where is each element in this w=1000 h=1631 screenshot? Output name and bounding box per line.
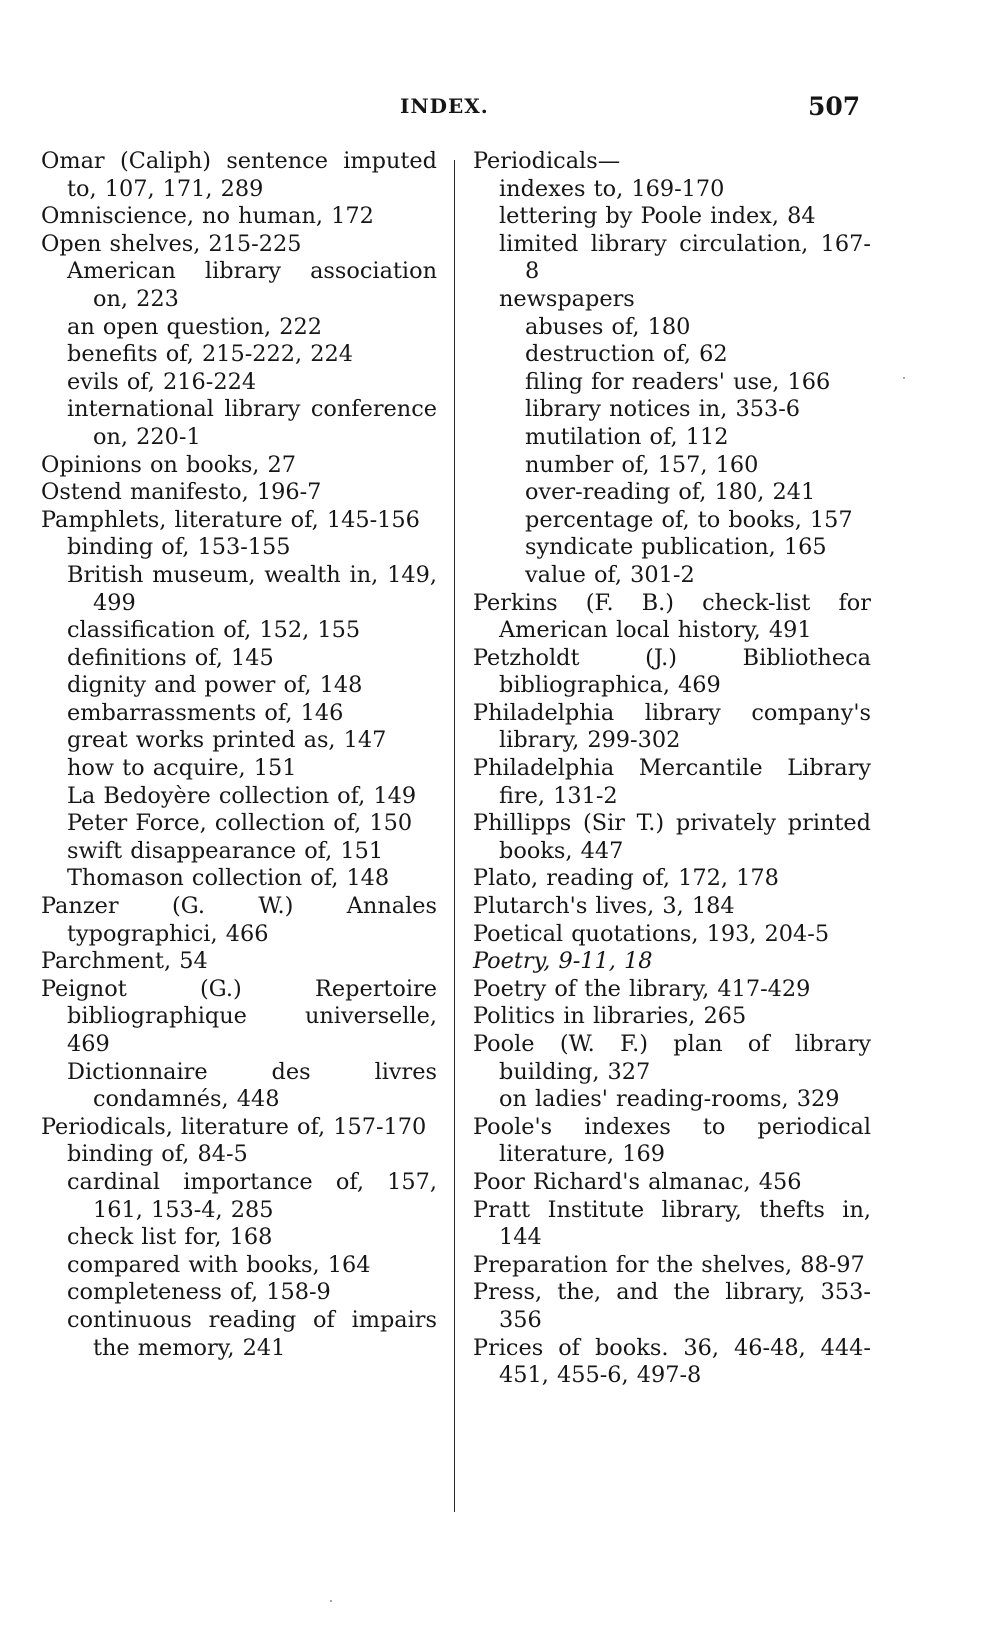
index-subentry: indexes to, 169-170 [499,175,725,202]
index-subentry: percentage of, to books, 157 [525,506,853,533]
index-subentry: swift disappearance of, 151 [67,837,384,864]
index-subentry: international library conference on, 220-1 [67,396,437,450]
index-subentry: Dictionnaire des livres condamnés, 448 [67,1058,437,1113]
index-entry: Philadelphia Mercantile Library fire, 131-2 [473,755,871,809]
index-entry: Panzer (G. W.) Annales typographici, 466 [41,893,437,947]
index-entry: Politics in libraries, 265 [473,1003,747,1030]
index-subentry: Thomason collection of, 148 [67,865,390,892]
index-column-right [473,148,871,1390]
index-entry: Poetical quotations, 193, 204-5 [473,920,830,947]
index-subentry: definitions of, 145 [67,644,274,671]
index-entry: Periodicals— [473,148,621,174]
index-entry: Opinions on books, 27 [41,451,297,478]
index-subentry: an open question, 222 [67,313,323,340]
index-subentry: over-reading of, 180, 241 [525,479,816,506]
index-subentry: embarrassments of, 146 [67,699,344,726]
index-entry: Peignot (G.) Repertoire bibliographique universelle, 469 [41,975,437,1057]
index-entry: Ostend manifesto, 196-7 [41,479,322,506]
index-entry: Poetry, 9-11, 18 [473,948,653,975]
page-number: 507 [808,92,861,121]
index-subentry: binding of, 153-155 [67,534,291,561]
index-entry: Open shelves, 215-225 [41,230,302,257]
index-subentry: value of, 301-2 [525,561,695,588]
index-subentry: completeness of, 158-9 [67,1279,331,1306]
index-subentry: on ladies' reading-rooms, 329 [499,1086,840,1113]
index-entry: Pamphlets, literature of, 145-156 [41,506,420,533]
index-subentry: evils of, 216-224 [67,368,257,395]
index-subentry: dignity and power of, 148 [67,672,363,699]
column-divider [454,160,455,1512]
index-entry: Press, the, and the library, 353-356 [473,1279,871,1333]
index-entry: Plato, reading of, 172, 178 [473,865,779,892]
index-subentry: abuses of, 180 [525,313,691,340]
index-entry: Poole (W. F.) plan of library building, 327 [473,1031,871,1085]
index-subentry: compared with books, 164 [67,1251,371,1278]
index-subentry: syndicate publication, 165 [525,534,827,561]
index-entry: Poor Richard's almanac, 456 [473,1168,802,1195]
index-subentry: check list for, 168 [67,1224,273,1251]
index-entry: Omniscience, no human, 172 [41,203,374,230]
index-entry: Pratt Institute library, thefts in, 144 [473,1196,871,1251]
index-entry: Periodicals, literature of, 157-170 [41,1113,427,1140]
index-subentry: American library association on, 223 [67,258,437,312]
index-subentry: binding of, 84-5 [67,1141,248,1168]
index-subentry: lettering by Poole index, 84 [499,203,816,230]
paper-speck [330,1600,332,1602]
index-subentry: newspapers [499,285,635,312]
index-entry: Philadelphia library company's library, 299-302 [473,699,871,754]
index-subentry: La Bedoyère collection of, 149 [67,782,417,809]
index-subentry: destruction of, 62 [525,341,728,368]
index-subentry: how to acquire, 151 [67,755,297,782]
index-entry: Preparation for the shelves, 88-97 [473,1251,865,1278]
index-entry: Petzholdt (J.) Bibliotheca bibliographica, 469 [473,644,871,699]
index-subentry: classification of, 152, 155 [67,617,361,644]
index-subentry: British museum, wealth in, 149, 499 [67,561,437,616]
index-entry: Poetry of the library, 417-429 [473,975,811,1002]
index-subentry: number of, 157, 160 [525,451,759,478]
index-entry: Perkins (F. B.) check-list for American local history, 491 [473,589,871,644]
index-entry: Parchment, 54 [41,948,208,975]
index-subentry: limited library circulation, 167-8 [499,230,871,285]
index-subentry: library notices in, 353-6 [525,396,801,423]
index-subentry: great works printed as, 147 [67,727,387,754]
page-header [0,92,1000,132]
index-entry: Omar (Caliph) sentence imputed to, 107, 171, 289 [41,148,437,202]
index-entry: Prices of books. 36, 46-48, 444-451, 455-6, 497-8 [473,1334,871,1389]
index-column-left [41,148,437,1362]
index-subentry: cardinal importance of, 157, 161, 153-4, 285 [67,1168,437,1223]
index-entry: Poole's indexes to periodical literature, 169 [473,1113,871,1168]
running-title: INDEX. [400,94,489,118]
index-entry: Phillipps (Sir T.) privately printed books, 447 [473,810,871,864]
index-subentry: filing for readers' use, 166 [525,368,831,395]
index-subentry: benefits of, 215-222, 224 [67,341,354,368]
index-entry: Plutarch's lives, 3, 184 [473,893,735,920]
index-subentry: mutilation of, 112 [525,423,729,450]
paper-speck [903,377,905,379]
index-subentry: Peter Force, collection of, 150 [67,810,413,837]
index-subentry: continuous reading of impairs the memory, 241 [67,1306,437,1361]
